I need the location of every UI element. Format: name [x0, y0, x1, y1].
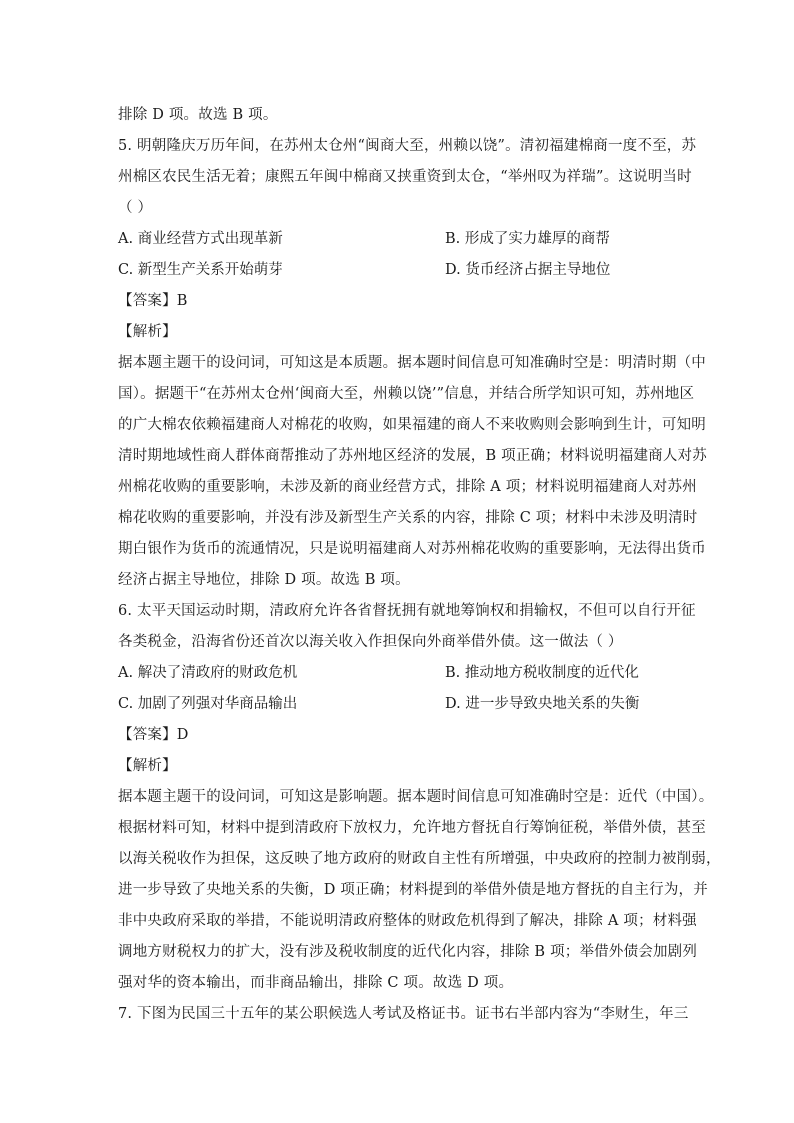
analysis-label: 【解析】 [118, 758, 177, 774]
question-stem-line: 6. 太平天国运动时期，清政府允许各省督抚拥有就地筹饷权和捐输权，不但可以自行开征 [118, 603, 696, 619]
analysis-line: 期白银作为货币的流通情况，只是说明福建商人对苏州棉花收购的重要影响，无法得出货币 [118, 541, 706, 557]
option-d: D. 进一步导致央地关系的失衡 [445, 696, 640, 712]
answer-line: 【答案】D [118, 727, 189, 743]
question-stem-line: 7. 下图为民国三十五年的某公职候选人考试及格证书。证书右半部内容为“李财生，年三 [118, 1006, 689, 1022]
option-a: A. 解决了清政府的财政危机 [118, 665, 298, 681]
question-stem-line: 州棉区农民生活无着；康熙五年闽中棉商又挟重资到太仓，“举州叹为祥瑞”。这说明当时 [118, 169, 692, 185]
analysis-line: 清时期地域性商人群体商帮推动了苏州地区经济的发展，B 项正确；材料说明福建商人对苏 [118, 448, 707, 464]
analysis-line: 进一步导致了央地关系的失衡，D 项正确；材料提到的举借外债是地方督抚的自主行为，并 [118, 882, 708, 898]
analysis-line: 据本题主题干的设问词，可知这是影响题。据本题时间信息可知准确时空是：近代（中国）。 [118, 789, 714, 805]
options-row [118, 658, 678, 689]
options-row [118, 224, 678, 255]
text-line: 排除 D 项。故选 B 项。 [118, 107, 278, 123]
analysis-line: 强对华的资本输出，而非商品输出，排除 C 项。故选 D 项。 [118, 975, 514, 991]
document-page [118, 100, 721, 1030]
question-6 [118, 596, 721, 999]
option-c: C. 加剧了列强对华商品输出 [118, 696, 298, 712]
question-5 [118, 131, 707, 596]
option-d: D. 货币经济占据主导地位 [445, 262, 611, 278]
analysis-line: 经济占据主导地位，排除 D 项。故选 B 项。 [118, 572, 410, 588]
answer-line: 【答案】B [118, 293, 188, 309]
analysis-line: 州棉花收购的重要影响，未涉及新的商业经营方式，排除 A 项；材料说明福建商人对苏州 [118, 479, 697, 495]
option-b: B. 推动地方税收制度的近代化 [445, 665, 639, 681]
options-row [118, 689, 678, 720]
analysis-line: 非中央政府采取的举措，不能说明清政府整体的财政危机得到了解决，排除 A 项；材料强 [118, 913, 697, 929]
question-stem-line: 5. 明朝隆庆万历年间，在苏州太仓州“闽商大至，州赖以饶”。清初福建棉商一度不至，苏 [118, 138, 697, 154]
analysis-line: 的广大棉农依赖福建商人对棉花的收购，如果福建的商人不来收购则会影响到生计，可知明 [118, 417, 706, 433]
analysis-label: 【解析】 [118, 324, 177, 340]
analysis-line: 据本题主题干的设问词，可知这是本质题。据本题时间信息可知准确时空是：明清时期（中 [118, 355, 706, 371]
question-stem-line: （ ） [118, 200, 153, 216]
analysis-line: 棉花收购的重要影响，并没有涉及新型生产关系的内容，排除 C 项；材料中未涉及明清时 [118, 510, 698, 526]
option-b: B. 形成了实力雄厚的商帮 [445, 231, 610, 247]
analysis-line: 国）。据题干“在苏州太仓州‘闽商大至，州赖以饶’”信息，并结合所学知识可知，苏州地区 [118, 386, 695, 402]
analysis-line: 调地方财税权力的扩大，没有涉及税收制度的近代化内容，排除 B 项；举借外债会加剧列 [118, 944, 698, 960]
question-stem-line: 各类税金，沿海省份还首次以海关收入作担保向外商举借外债。这一做法（ ） [118, 634, 623, 650]
analysis-line: 以海关税收作为担保，这反映了地方政府的财政自主性有所增强，中央政府的控制力被削弱， [118, 851, 721, 867]
question-7 [118, 999, 689, 1030]
options-row [118, 255, 678, 286]
option-a: A. 商业经营方式出现革新 [118, 231, 283, 247]
option-c: C. 新型生产关系开始萌芽 [118, 262, 283, 278]
analysis-line: 根据材料可知，材料中提到清政府下放权力，允许地方督抚自行筹饷征税，举借外债，甚至 [118, 820, 706, 836]
